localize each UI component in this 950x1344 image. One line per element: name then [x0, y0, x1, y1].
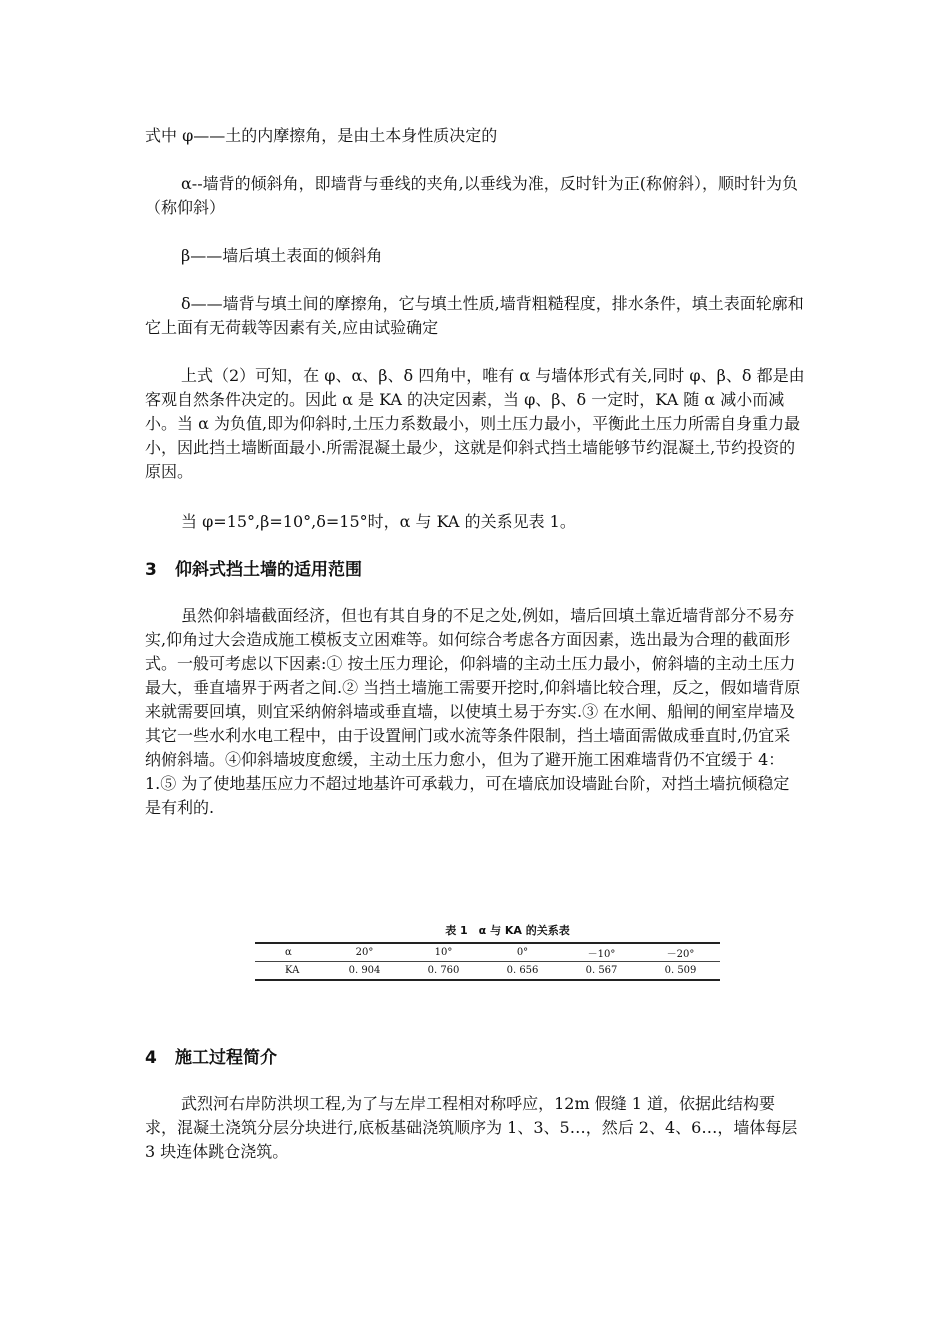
table-caption: 表 1 α 与 KA 的关系表 [445, 924, 570, 937]
section-number: 4 [145, 1048, 157, 1068]
paragraph-delta-definition: δ——墙背与填土间的摩擦角，它与填土性质,墙背粗糙程度，排水条件，填土表面轮廓和它上面有无荷载等因素有关,应由试验确定 [145, 294, 804, 337]
table-cell: 0. 656 [506, 965, 539, 976]
row-label-alpha: α [255, 943, 325, 962]
table-alpha-ka [255, 922, 720, 981]
table-cell: 20° [325, 943, 404, 962]
table-cell: －20° [641, 943, 720, 962]
section-heading-3 [145, 558, 362, 582]
paragraph-alpha-definition: α--墙背的倾斜角，即墙背与垂线的夹角,以垂线为准，反时针为正(称俯斜），顺时针为负（称仰斜） [145, 174, 798, 217]
paragraph-applicability: 虽然仰斜墙截面经济，但也有其自身的不足之处,例如，墙后回填土靠近墙背部分不易夯实,仰角过大会造成施工模板支立困难等。如何综合考虑各方面因素，选出最为合理的截面形式。一般可考虑以下因素:① 按土压力理论，仰斜墙的主动土压力最小，俯斜墙的主动土压力最大，垂直墙界于两者之间.② 当挡土墙施工需要开挖时,仰斜墙比较合理，反之，假如墙背原来就需要回填，则宜采纳俯斜墙或垂直墙，以使填土易于夯实.③ 在水闸、船闸的闸室岸墙及其它一些水利水电工程中，由于设置闸门或水流等条件限制，挡土墙面需做成垂直时,仍宜采纳俯斜墙。④仰斜墙坡度愈缓，主动土压力愈小，但为了避开施工困难墙背仍不宜缓于 4：1.⑤ 为了使地基压应力不超过地基许可承载力，可在墙底加设墙趾台阶，对挡土墙抗倾稳定是有利的. [145, 606, 801, 817]
table-cell: 0° [483, 943, 562, 962]
paragraph-beta-definition: β——墙后填土表面的倾斜角 [181, 246, 383, 265]
relation-table [255, 942, 720, 981]
table-cell: 0. 760 [427, 965, 460, 976]
table-cell: 0. 904 [348, 965, 381, 976]
table-cell: 10° [404, 943, 483, 962]
table-cell: 0. 567 [585, 965, 618, 976]
section-number: 3 [145, 560, 157, 580]
paragraph-construction: 武烈河右岸防洪坝工程,为了与左岸工程相对称呼应，12m 假缝 1 道，依据此结构要求，混凝土浇筑分层分块进行,底板基础浇筑顺序为 1、3、5…，然后 2、4、6…，墙体每层 3 块连体跳仓浇筑。 [145, 1094, 798, 1161]
paragraph-table-reference: 当 φ=15°,β=10°,δ=15°时，α 与 KA 的关系见表 1。 [181, 512, 576, 531]
section-title: 仰斜式挡土墙的适用范围 [175, 560, 362, 580]
table-row-ka [255, 962, 720, 981]
table-cell: 0. 509 [664, 965, 697, 976]
table-cell: －10° [562, 943, 641, 962]
paragraph-phi-definition: 式中 φ——土的内摩擦角，是由土本身性质决定的 [145, 126, 498, 145]
section-title: 施工过程简介 [175, 1048, 277, 1068]
section-heading-4 [145, 1046, 277, 1070]
row-label-ka: KA [285, 965, 300, 976]
paragraph-analysis: 上式（2）可知，在 φ、α、β、δ 四角中，唯有 α 与墙体形式有关,同时 φ、β、δ 都是由客观自然条件决定的。因此 α 是 KA 的决定因素，当 φ、β、δ 一定时，KA 随 α 减小而减小。当 α 为负值,即为仰斜时,土压力系数最小，则土压力最小，平衡此土压力所需自身重力最小，因此挡土墙断面最小.所需混凝土最少，这就是仰斜式挡土墙能够节约混凝土,节约投资的原因。 [145, 366, 805, 481]
table-row-alpha [255, 943, 720, 962]
